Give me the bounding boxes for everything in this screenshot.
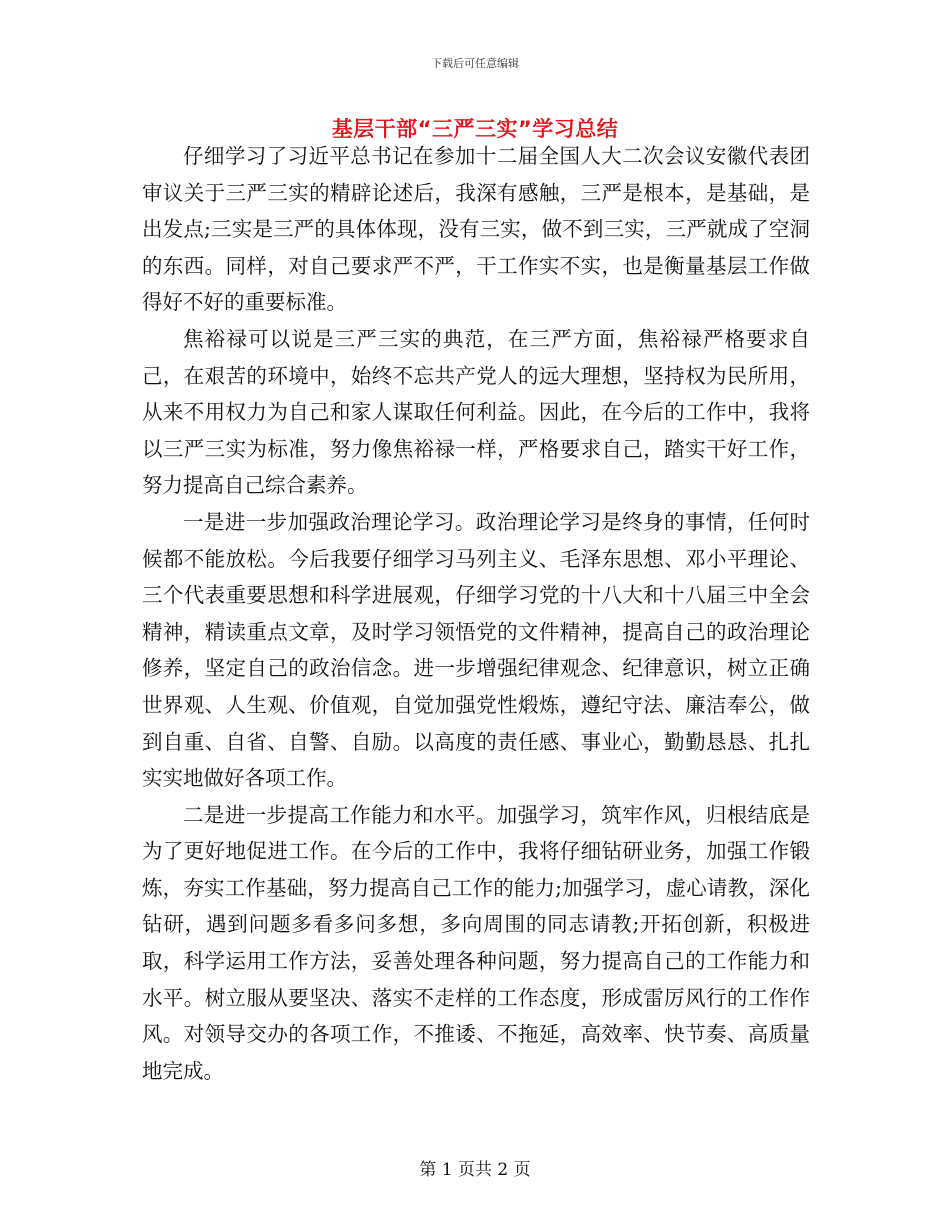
body-paragraph: 一是进一步加强政治理论学习。政治理论学习是终身的事情，任何时候都不能放松。今后我要仔细学习马列主义、毛泽东思想、邓小平理论、三个代表重要思想和科学进展观，仔细学习党的十八大和十八届三中全会精神，精读重点文章，及时学习领悟党的文件精神，提高自己的政治理论修养，坚定自己的政治信念。进一步增强纪律观念、纪律意识，树立正确世界观、人生观、价值观，自觉加强党性煅炼，遵纪守法、廉洁奉公，做到自重、自省、自警、自励。以高度的责任感、事业心，勤勤恳恳、扎扎实实地做好各项工作。 [142,509,810,791]
page-number-footer: 第 1 页共 2 页 [419,1160,531,1180]
document-body [142,138,810,1089]
document-title: 基层干部“三严三实”学习总结 [331,117,619,141]
body-paragraph: 焦裕禄可以说是三严三实的典范，在三严方面，焦裕禄严格要求自己，在艰苦的环境中，始终不忘共产党人的远大理想，坚持权为民所用，从来不用权力为自己和家人谋取任何利益。因此，在今后的工作中，我将以三严三实为标准，努力像焦裕禄一样，严格要求自己，踏实干好工作，努力提高自己综合素养。 [142,326,810,498]
page-header-note: 下载后可任意编辑 [431,57,519,70]
body-paragraph: 仔细学习了习近平总书记在参加十二届全国人大二次会议安徽代表团审议关于三严三实的精辟论述后，我深有感触，三严是根本，是基础，是出发点;三实是三严的具体体现，没有三实，做不到三实，三严就成了空洞的东西。同样，对自己要求严不严，干工作实不实，也是衡量基层工作做得好不好的重要标准。 [142,144,810,315]
body-paragraph: 二是进一步提高工作能力和水平。加强学习，筑牢作风，归根结底是为了更好地促进工作。在今后的工作中，我将仔细钻研业务，加强工作锻炼，夯实工作基础，努力提高自己工作的能力;加强学习，虚心请教，深化钻研，遇到问题多看多问多想，多向周围的同志请教;开拓创新，积极进取，科学运用工作方法，妥善处理各种问题，努力提高自己的工作能力和水平。树立服从要坚决、落实不走样的工作态度，形成雷厉风行的工作作风。对领导交办的各项工作，不推诿、不拖延，高效率、快节奏、高质量地完成。 [142,802,810,1083]
